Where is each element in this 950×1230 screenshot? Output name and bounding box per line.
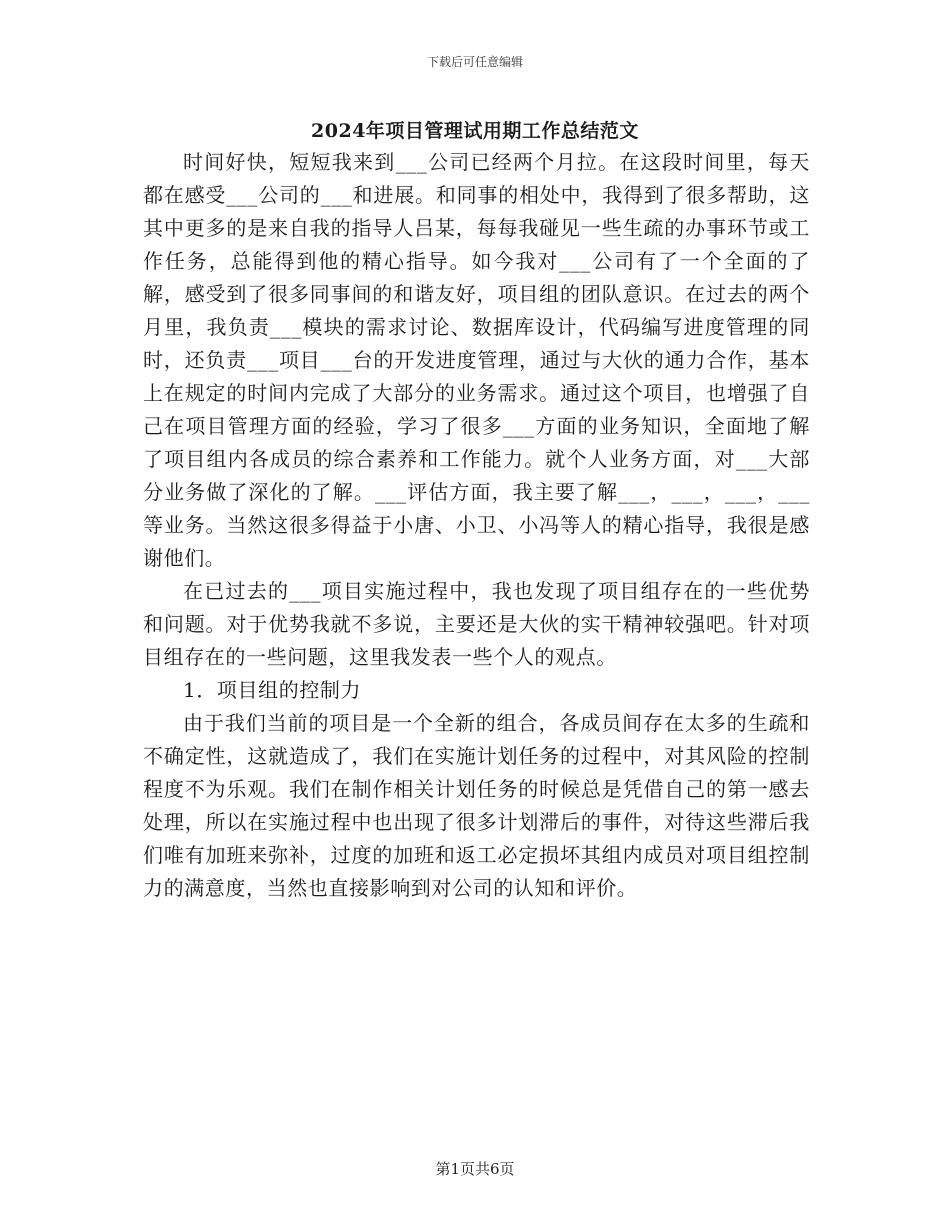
- paragraph-intro: 时间好快，短短我来到___公司已经两个月拉。在这段时间里，每天都在感受___公司的___和进展。和同事的相处中，我得到了很多帮助，这其中更多的是来自我的指导人吕某，每每我碰见一些生疏的办事环节或工作任务，总能得到他的精心指导。如今我对___公司有了一个全面的了解，感受到了很多同事间的和谐友好，项目组的团队意识。在过去的两个月里，我负责___模块的需求讨论、数据库设计，代码编写进度管理的同时，还负责___项目___台的开发进度管理，通过与大伙的通力合作，基本上在规定的时间内完成了大部分的业务需求。通过这个项目，也增强了自己在项目管理方面的经验，学习了很多___方面的业务知识，全面地了解了项目组内各成员的综合素养和工作能力。就个人业务方面，对___大部分业务做了深化的了解。___评估方面，我主要了解___，___，___，___等业务。当然这很多得益于小唐、小卫、小冯等人的精心指导，我很是感谢他们。: [143, 150, 810, 570]
- paragraph-control: 由于我们当前的项目是一个全新的组合，各成员间存在太多的生疏和不确定性，这就造成了，我们在实施计划任务的过程中，对其风险的控制程度不为乐观。我们在制作相关计划任务的时候总是凭借自己的第一感去处理，所以在实施过程中也出现了很多计划滞后的事件，对待这些滞后我们唯有加班来弥补，过度的加班和返工必定损坏其组内成员对项目组控制力的满意度，当然也直接影响到对公司的认知和评价。: [143, 711, 810, 900]
- page-indicator: 第1页共6页: [435, 1160, 515, 1178]
- paragraph-issues: 在已过去的___项目实施过程中，我也发现了项目组存在的一些优势和问题。对于优势我就不多说，主要还是大伙的实干精神较强吧。针对项目组存在的一些问题，这里我发表一些个人的观点。: [143, 579, 810, 669]
- header-note: 下载后可任意编辑: [426, 55, 523, 69]
- document-title: 2024年项目管理试用期工作总结范文: [311, 120, 639, 142]
- document-body: [143, 146, 810, 905]
- section-heading-control: 1．项目组的控制力: [183, 678, 362, 702]
